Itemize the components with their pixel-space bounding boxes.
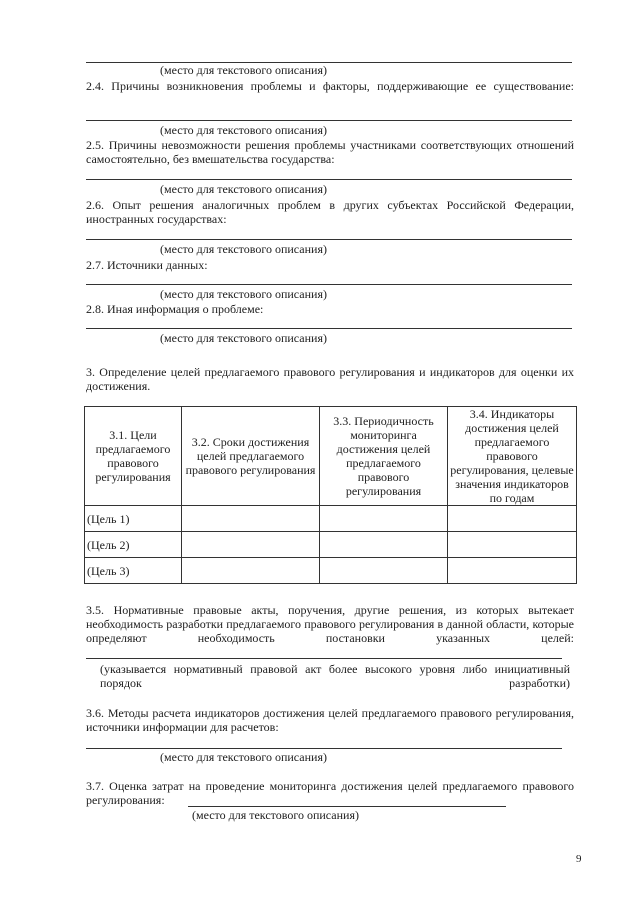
goals-table-header-row [85,407,577,506]
fill-line-2-5[interactable] [86,179,572,180]
section-3-5-text: 3.5. Нормативные правовые акты, поручения, другие решения, из которых вытекает необходимость разработки предлагаемого правового регулирования в данной области, которые определяют необходимость постановки указанных целей: [86,603,574,645]
placeholder-caption: (место для текстового описания) [160,287,327,301]
page-number: 9 [576,853,582,865]
fill-line-2-8[interactable] [86,328,572,329]
section-2-7-text: 2.7. Источники данных: [86,258,208,272]
table-row [85,558,577,584]
section-2-8-text: 2.8. Иная информация о проблеме: [86,302,264,316]
section-3-6-text: 3.6. Методы расчета индикаторов достижения целей предлагаемого правового регулирования, источники информации для расчетов: [86,706,574,734]
placeholder-caption: (место для текстового описания) [160,123,327,137]
section-2-5-text: 2.5. Причины невозможности решения проблемы участниками соответствующих отношений самостоятельно, без вмешательства государства: [86,138,574,166]
indicator-cell[interactable] [448,558,577,584]
frequency-cell[interactable] [320,532,448,558]
fill-line-2-4[interactable] [86,120,572,121]
frequency-cell[interactable] [320,558,448,584]
indicator-cell[interactable] [448,506,577,532]
goal-label: (Цель 2) [85,532,182,558]
placeholder-caption: (место для текстового описания) [160,182,327,196]
placeholder-caption: (место для текстового описания) [160,331,327,345]
fill-line-2-3[interactable] [86,62,572,63]
fill-line-3-6[interactable] [86,748,562,749]
section-3-5-note: (указывается нормативный правовой акт более высокого уровня либо инициативный порядок разработки) [100,662,570,690]
section-2-6-text: 2.6. Опыт решения аналогичных проблем в других субъектах Российской Федерации, иностранных государствах: [86,198,574,226]
placeholder-caption: (место для текстового описания) [192,808,359,822]
header-goals: 3.1. Цели предлагаемого правового регулирования [85,407,182,506]
goals-table [84,406,577,584]
table-row [85,532,577,558]
fill-line-2-6[interactable] [86,239,572,240]
section-3-7-text: 3.7. Оценка затрат на проведение мониторинга достижения целей предлагаемого правового регулирования: [86,779,574,807]
goal-label: (Цель 1) [85,506,182,532]
header-deadlines: 3.2. Сроки достижения целей предлагаемого правового регулирования [182,407,320,506]
deadline-cell[interactable] [182,532,320,558]
deadline-cell[interactable] [182,506,320,532]
placeholder-caption: (место для текстового описания) [160,750,327,764]
fill-line-2-7[interactable] [86,284,572,285]
table-row [85,506,577,532]
indicator-cell[interactable] [448,532,577,558]
placeholder-caption: (место для текстового описания) [160,63,327,77]
frequency-cell[interactable] [320,506,448,532]
fill-line-3-7[interactable] [188,806,506,807]
deadline-cell[interactable] [182,558,320,584]
placeholder-caption: (место для текстового описания) [160,242,327,256]
section-2-4-text: 2.4. Причины возникновения проблемы и факторы, поддерживающие ее существование: [86,79,574,93]
header-indicators: 3.4. Индикаторы достижения целей предлагаемого правового регулирования, целевые значения индикаторов по годам [448,407,577,506]
section-3-heading: 3. Определение целей предлагаемого правового регулирования и индикаторов для оценки их достижения. [86,365,574,393]
header-monitoring-frequency: 3.3. Периодичность мониторинга достижения целей предлагаемого правового регулирования [320,407,448,506]
goal-label: (Цель 3) [85,558,182,584]
fill-line-3-5[interactable] [86,658,562,659]
